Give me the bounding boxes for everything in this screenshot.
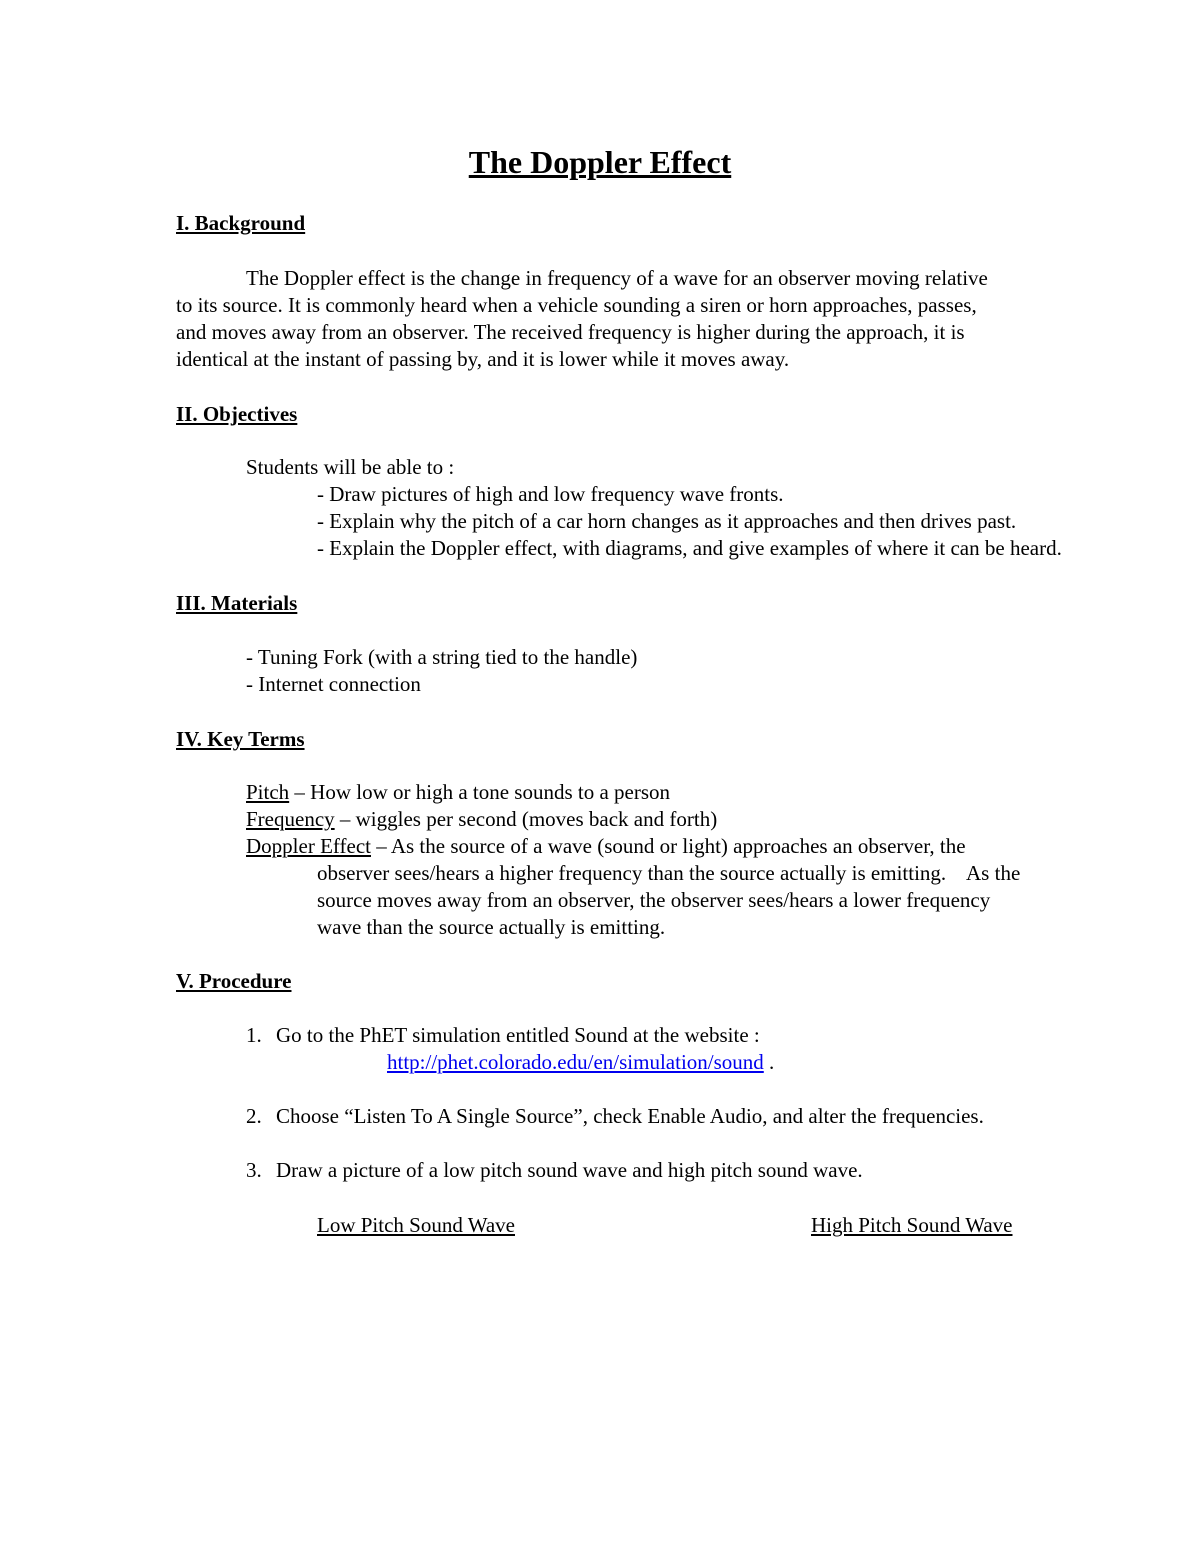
procedure-link-line [387,1049,774,1076]
background-line-3: and moves away from an observer. The received frequency is higher during the approach, it is [176,320,965,344]
heading-key-terms: IV. Key Terms [176,727,305,751]
key-term-doppler [246,833,966,860]
link-suffix: . [763,1050,775,1074]
definition-frequency: – wiggles per second (moves back and forth) [334,807,718,831]
term-frequency: Frequency [246,807,335,831]
material-item: - Internet connection [246,672,421,696]
material-item: - Tuning Fork (with a string tied to the handle) [246,645,638,669]
procedure-step-text: Draw a picture of a low pitch sound wave and high pitch sound wave. [276,1158,863,1182]
definition-pitch: – How low or high a tone sounds to a person [289,780,671,804]
heading-background: I. Background [176,211,306,235]
term-pitch: Pitch [246,780,290,804]
procedure-step-number: 2. [246,1104,262,1128]
page-title: The Doppler Effect [468,144,732,180]
objective-item: - Draw pictures of high and low frequency wave fronts. [317,482,784,506]
heading-materials: III. Materials [176,591,298,615]
key-term-frequency [246,806,717,833]
objectives-intro: Students will be able to : [246,455,455,479]
objective-item: - Explain the Doppler effect, with diagrams, and give examples of where it can be heard. [317,536,1062,560]
definition-doppler-line: wave than the source actually is emitting. [317,915,666,939]
procedure-step-text: Go to the PhET simulation entitled Sound at the website : [276,1023,760,1047]
heading-objectives: II. Objectives [176,402,298,426]
definition-doppler-line: observer sees/hears a higher frequency than the source actually is emitting. As the [317,861,1021,885]
objective-item: - Explain why the pitch of a car horn changes as it approaches and then drives past. [317,509,1017,533]
procedure-step-text: Choose “Listen To A Single Source”, check Enable Audio, and alter the frequencies. [276,1104,984,1128]
high-pitch-label: High Pitch Sound Wave [811,1213,1013,1237]
procedure-step-number: 3. [246,1158,262,1182]
phet-sound-link[interactable]: http://phet.colorado.edu/en/simulation/sound [387,1050,764,1074]
definition-doppler-first: – As the source of a wave (sound or light) approaches an observer, the [370,834,966,858]
background-line-2: to its source. It is commonly heard when a vehicle sounding a siren or horn approaches, passes, [176,293,977,317]
low-pitch-label: Low Pitch Sound Wave [317,1213,515,1237]
key-term-pitch [246,779,670,806]
procedure-step-number: 1. [246,1023,262,1047]
background-line-4: identical at the instant of passing by, and it is lower while it moves away. [176,347,790,371]
term-doppler-effect: Doppler Effect [246,834,371,858]
background-line-1: The Doppler effect is the change in frequency of a wave for an observer moving relative [246,266,988,290]
definition-doppler-line: source moves away from an observer, the observer sees/hears a lower frequency [317,888,991,912]
heading-procedure: V. Procedure [176,969,292,993]
